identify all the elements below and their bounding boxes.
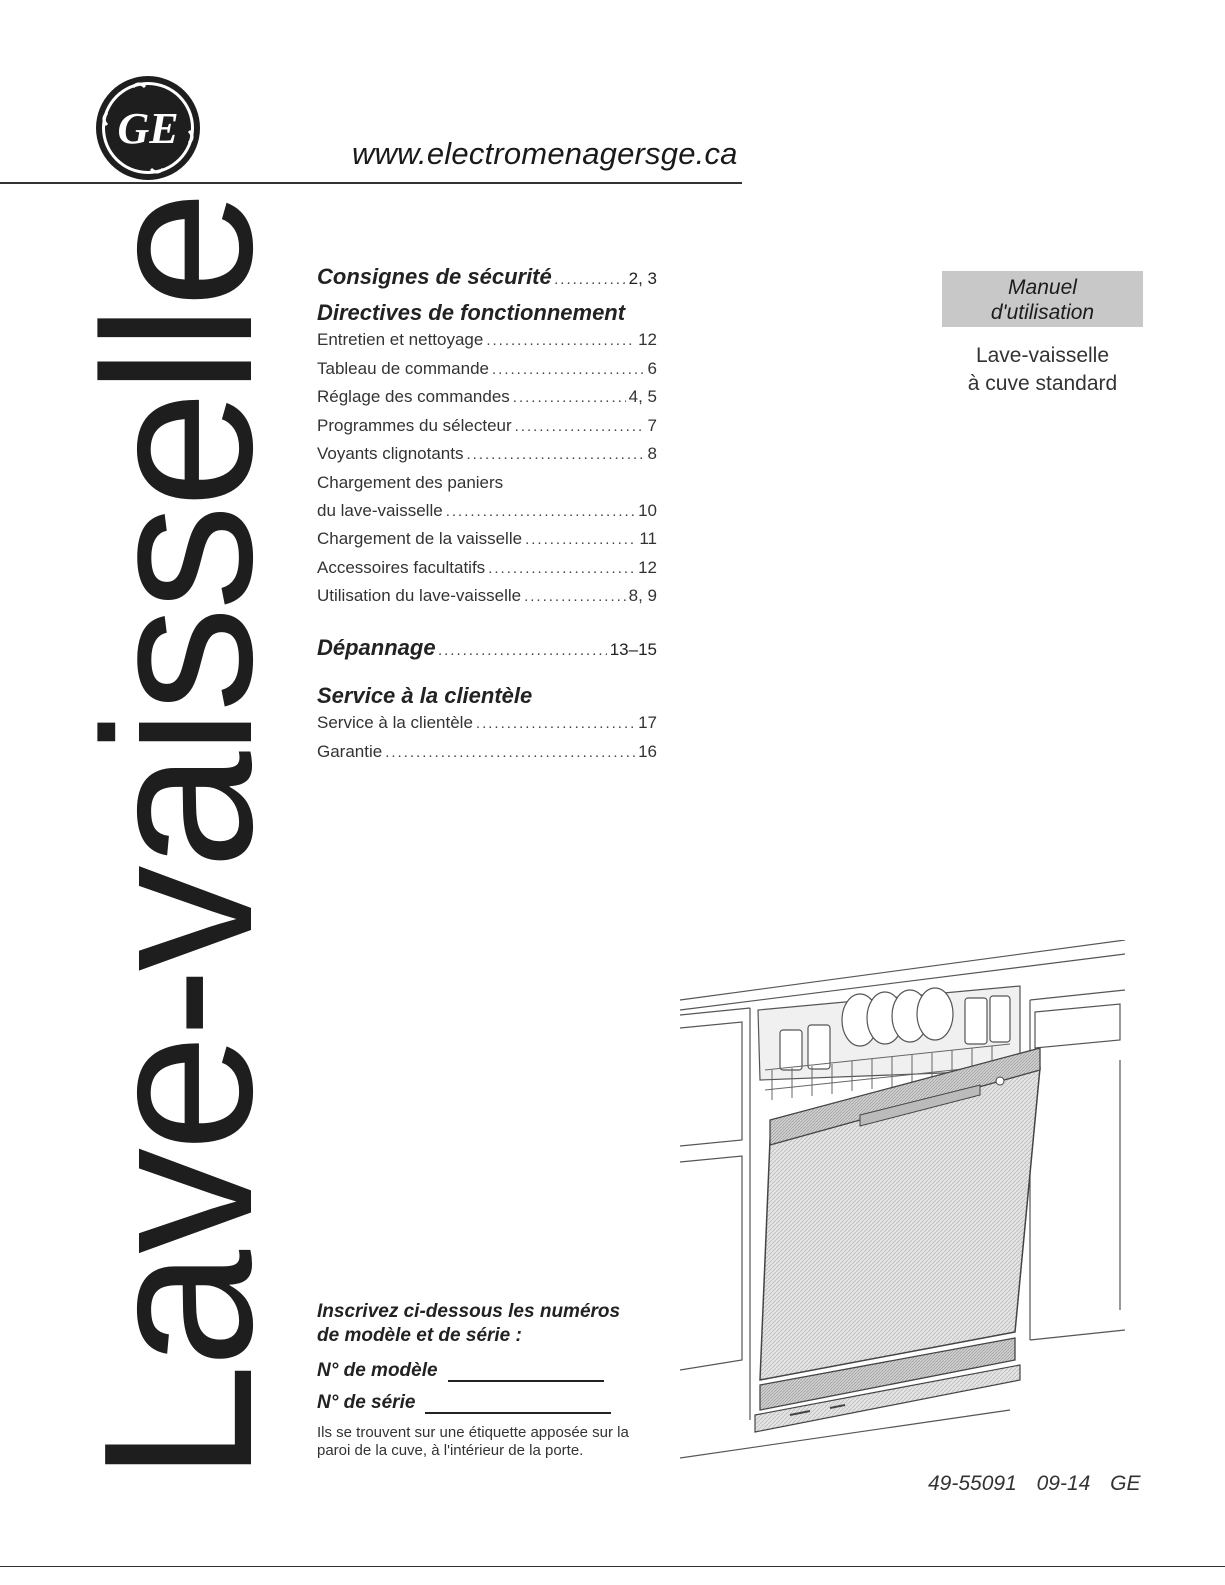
toc-item[interactable]: Entretien et nettoyage ..... 12 [317, 326, 657, 355]
record-note: Ils se trouvent sur une étiquette apposée sur la paroi de la cuve, à l'intérieur de la porte. [317, 1424, 629, 1459]
model-number-field[interactable]: N° de modèle [317, 1360, 657, 1382]
product-subtitle: Lave-vaisselle à cuve standard [967, 344, 1118, 395]
bottom-rule [0, 1566, 1225, 1567]
ge-logo [93, 73, 203, 183]
toc-item[interactable]: du lave-vaisselle ..... 10 [317, 497, 657, 526]
product-title-vertical: Lave-vaisselle [59, 194, 296, 1482]
document-number: 49-55091 09-14 GE [928, 1472, 1141, 1495]
toc-section-operating[interactable]: Directives de fonctionnement [317, 300, 626, 325]
toc-item[interactable]: Utilisation du lave-vaisselle ..... 8, 9 [317, 582, 657, 611]
toc-item[interactable]: Voyants clignotants ..... 8 [317, 440, 657, 469]
toc-item[interactable]: Service à la clientèle ..... 17 [317, 709, 657, 738]
toc-section-troubleshooting[interactable]: Dépannage ..... 13–15 [317, 635, 657, 661]
toc-section-customer-service[interactable]: Service à la clientèle [317, 682, 533, 708]
dishwasher-illustration [680, 940, 1130, 1480]
table-of-contents [317, 264, 657, 766]
model-serial-record [317, 1300, 657, 1460]
website-url[interactable]: www.electromenagersge.ca [352, 136, 738, 171]
manual-badge: Manuel d'utilisation [942, 271, 1143, 327]
serial-number-field[interactable]: N° de série [317, 1392, 657, 1414]
toc-item[interactable]: Accessoires facultatifs ..... 12 [317, 554, 657, 583]
toc-item[interactable]: Programmes du sélecteur ..... 7 [317, 412, 657, 441]
svg-text:GE: GE [117, 104, 179, 153]
header-rule [0, 182, 742, 184]
toc-item[interactable]: Tableau de commande ..... 6 [317, 355, 657, 384]
toc-section-safety[interactable]: Consignes de sécurité ..... 2, 3 [317, 264, 657, 290]
toc-item[interactable]: Chargement de la vaisselle ..... 11 [317, 525, 657, 554]
toc-item[interactable]: Chargement des paniers [317, 472, 504, 492]
toc-item[interactable]: Garantie ..... 16 [317, 738, 657, 767]
record-heading: Inscrivez ci-dessous les numéros de modèle et de série : [317, 1301, 621, 1346]
toc-item[interactable]: Réglage des commandes ..... 4, 5 [317, 383, 657, 412]
